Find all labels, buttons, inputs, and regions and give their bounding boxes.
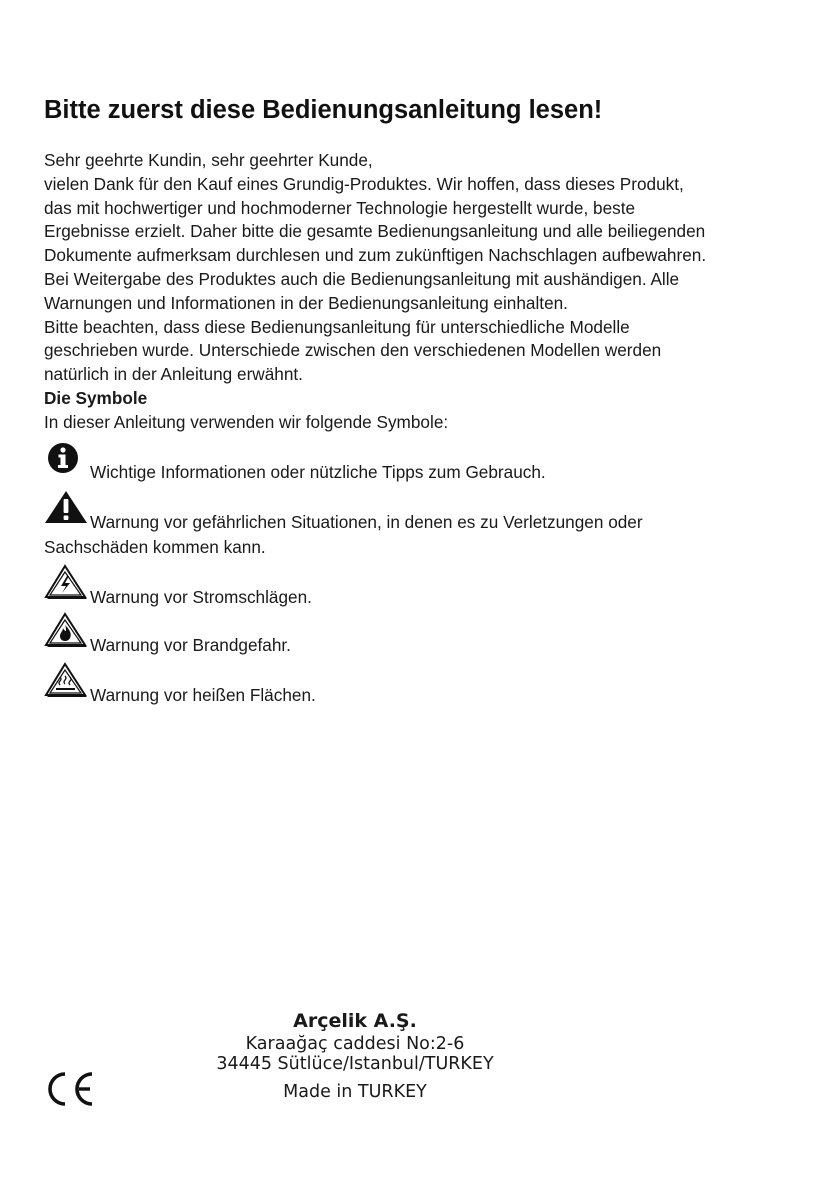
intro-line: Bitte beachten, dass diese Bedienungsanleitung für unterschiedliche Modelle: [44, 316, 630, 337]
symbol-text: Warnung vor gefährlichen Situationen, in denen es zu Verletzungen oder: [90, 512, 643, 532]
made-in-label: Made in TURKEY: [283, 1082, 427, 1102]
warning-icon: [44, 490, 88, 524]
intro-line: Dokumente aufmerksam durchlesen und zum zukünftigen Nachschlagen aufbewahren.: [44, 245, 707, 266]
page-title: Bitte zuerst diese Bedienungsanleitung lesen!: [44, 96, 603, 124]
intro-line: Sehr geehrte Kundin, sehr geehrter Kunde,: [44, 150, 373, 170]
symbol-text: Warnung vor heißen Flächen.: [90, 685, 316, 705]
intro-line: vielen Dank für den Kauf eines Grundig-Produktes. Wir hoffen, dass dieses Produkt,: [44, 173, 684, 194]
symbol-text: Warnung vor Stromschlägen.: [90, 587, 312, 607]
electric-shock-icon: [44, 564, 88, 600]
symbol-text: Wichtige Informationen oder nützliche Tipps zum Gebrauch.: [90, 462, 546, 482]
fire-hazard-icon: [44, 612, 88, 648]
intro-line: natürlich in der Anleitung erwähnt.: [44, 364, 303, 385]
intro-line: Ergebnisse erzielt. Daher bitte die gesamte Bedienungsanleitung und alle beiliegenden: [44, 221, 706, 242]
symbols-heading: Die Symbole: [44, 388, 148, 408]
address-line: Karaağaç caddesi No:2-6: [245, 1034, 465, 1054]
symbol-text: Warnung vor Brandgefahr.: [90, 635, 291, 655]
intro-line: Warnungen und Informationen in der Bedienungsanleitung einhalten.: [44, 292, 568, 313]
intro-paragraph: [44, 149, 814, 387]
intro-line: Bei Weitergabe des Produktes auch die Bedienungsanleitung mit aushändigen. Alle: [44, 268, 680, 289]
ce-mark: [42, 1070, 98, 1108]
address-line: 34445 Sütlüce/Istanbul/TURKEY: [216, 1054, 494, 1074]
symbol-text-continuation: Sachschäden kommen kann.: [44, 537, 266, 557]
company-name: Arçelik A.Ş.: [293, 1010, 417, 1032]
intro-line: das mit hochwertiger und hochmoderner Technologie hergestellt wurde, beste: [44, 197, 636, 218]
symbols-intro: In dieser Anleitung verwenden wir folgende Symbole:: [44, 412, 449, 432]
intro-line: geschrieben wurde. Unterschiede zwischen den verschiedenen Modellen werden: [44, 340, 662, 361]
hot-surface-icon: [44, 662, 88, 698]
info-icon: [44, 440, 84, 476]
